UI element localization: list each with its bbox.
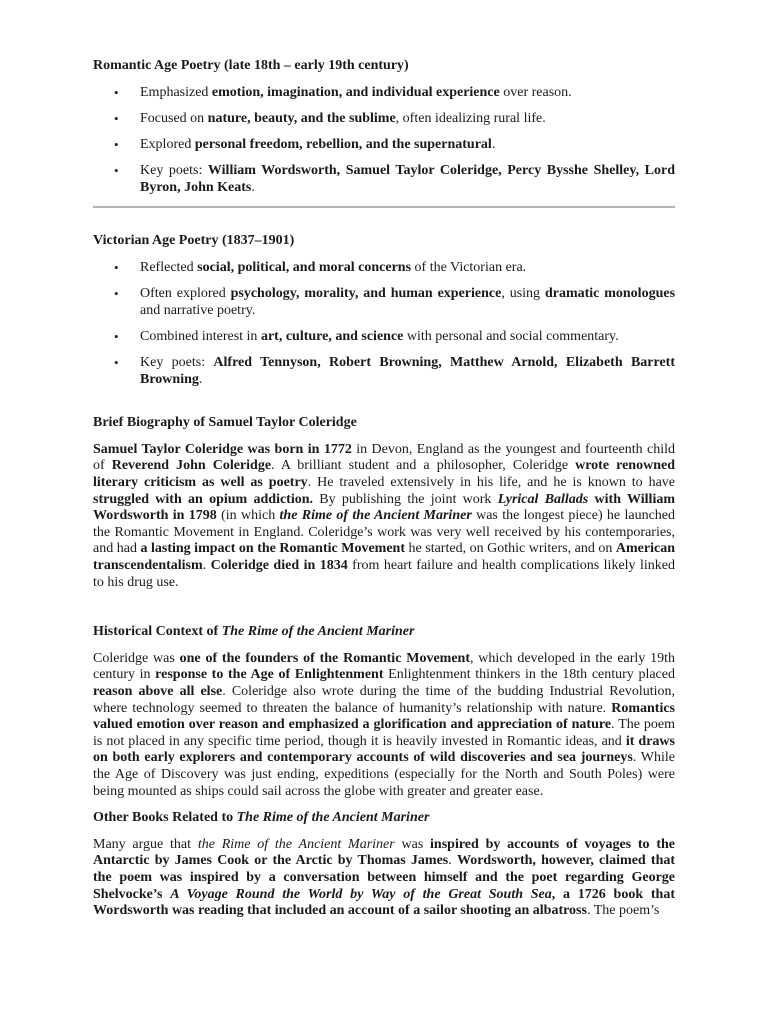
text-run: Samuel Taylor Coleridge was born in 1772 bbox=[93, 441, 352, 457]
text-run: wrote renowned literary criticism as well as poetry bbox=[93, 458, 675, 491]
text-run: (in which bbox=[216, 508, 280, 524]
text-run: psychology, morality, and human experience bbox=[230, 286, 502, 302]
bullet-text bbox=[140, 163, 675, 195]
text-run: with personal and social commentary. bbox=[403, 328, 619, 344]
text-run: Combined interest in bbox=[140, 328, 261, 344]
historical-context-heading bbox=[93, 624, 675, 641]
text-run: , using bbox=[501, 286, 545, 302]
bullet-text bbox=[140, 355, 675, 387]
text-run: . While the Age of Discovery was just ending, expeditions (especially for the North and South Poles) were being mounted as ships could sail across the globe with greater and greater ease. bbox=[93, 750, 675, 799]
text-run: Lyrical Ballads bbox=[497, 491, 589, 507]
bullet-text bbox=[140, 260, 526, 275]
text-run: inspired by accounts of voyages to the Antarctic by James Cook or the Arctic by Thomas James bbox=[93, 836, 675, 869]
victorian-heading: Victorian Age Poetry (1837–1901) bbox=[93, 233, 295, 249]
bullet-text bbox=[140, 111, 546, 126]
bullet-icon: • bbox=[114, 110, 119, 126]
related-books-heading bbox=[93, 810, 675, 827]
text-run: William Wordsworth, Samuel Taylor Coleridge, Percy Bysshe Shelley, Lord Byron, John Keats bbox=[140, 163, 675, 195]
text-run: art, culture, and science bbox=[260, 328, 404, 344]
text-run: A Voyage Round the World by Way of the Great South Sea bbox=[170, 886, 552, 902]
document-page bbox=[93, 58, 675, 930]
text-run: Key poets: bbox=[140, 163, 208, 179]
text-run: Reflected bbox=[140, 259, 198, 275]
bullet-text bbox=[140, 85, 572, 100]
related-books-paragraph bbox=[93, 837, 675, 920]
text-run: nature, beauty, and the sublime bbox=[207, 110, 396, 126]
text-run: . A brilliant student and a philosopher, Coleridge bbox=[271, 458, 576, 474]
text-run: response to the Age of Enlightenment bbox=[155, 667, 384, 683]
bullet-icon: • bbox=[114, 259, 119, 275]
text-run: Many argue that bbox=[93, 836, 198, 852]
text-run: Other Books Related to bbox=[93, 810, 237, 826]
text-run: The Rime of the Ancient Mariner bbox=[221, 624, 415, 640]
text-run: Reverend John Coleridge bbox=[111, 458, 272, 474]
text-run: . bbox=[448, 853, 457, 869]
text-run: Coleridge died in 1834 bbox=[210, 558, 348, 574]
text-run: . bbox=[202, 558, 211, 574]
text-run: with William Wordsworth in 1798 bbox=[93, 491, 675, 524]
list-item bbox=[93, 355, 675, 388]
bullet-icon: • bbox=[114, 136, 119, 152]
romantic-list bbox=[93, 85, 675, 197]
text-run: , which developed in the early 19th century in bbox=[93, 650, 676, 683]
text-run: . bbox=[491, 136, 496, 152]
text-run: emotion, imagination, and individual experience bbox=[211, 84, 500, 100]
victorian-list bbox=[93, 260, 675, 388]
text-run: from heart failure and health complications likely linked to his drug use. bbox=[93, 558, 676, 590]
bullet-icon: • bbox=[114, 163, 119, 179]
text-run: one of the founders of the Romantic Movement bbox=[179, 650, 470, 666]
text-run: . He traveled extensively in his life, and he is known to have bbox=[307, 475, 675, 491]
text-run: By publishing the joint work bbox=[313, 491, 498, 507]
bullet-icon: • bbox=[114, 355, 119, 371]
text-run: The Rime of the Ancient Mariner bbox=[236, 810, 430, 826]
list-item bbox=[93, 85, 675, 102]
list-item bbox=[93, 163, 675, 196]
text-run: dramatic monologues bbox=[544, 286, 676, 302]
text-run: , often idealizing rural life. bbox=[395, 110, 546, 126]
text-run: Historical Context of bbox=[93, 624, 222, 640]
text-run: Explored bbox=[140, 136, 195, 152]
text-run: it draws on both early explorers and contemporary accounts of wild discoveries and sea journeys bbox=[93, 733, 675, 766]
text-run: over reason. bbox=[499, 84, 572, 100]
text-run: Often explored bbox=[140, 286, 231, 302]
text-run: he started, on Gothic writers, and on bbox=[405, 541, 616, 557]
text-run: reason above all else bbox=[93, 684, 223, 699]
list-item bbox=[93, 260, 675, 277]
list-item bbox=[93, 329, 675, 346]
text-run: Romantics valued emotion over reason and emphasized a glorification and appreciation of nature bbox=[93, 700, 675, 733]
text-run: Coleridge was bbox=[93, 650, 180, 666]
text-run: personal freedom, rebellion, and the supernatural bbox=[194, 136, 492, 152]
bullet-text bbox=[140, 329, 619, 344]
text-run: a lasting impact on the Romantic Movement bbox=[140, 541, 405, 557]
text-run: . bbox=[198, 371, 203, 387]
historical-context-paragraph bbox=[93, 651, 675, 800]
text-run: in Devon, England as the youngest and fourteenth child of bbox=[93, 441, 675, 474]
list-item bbox=[93, 111, 675, 128]
text-run: was bbox=[394, 836, 431, 852]
bullet-text bbox=[140, 137, 495, 152]
text-run: Enlightenment thinkers in the 18th century placed bbox=[383, 667, 675, 683]
text-run: social, political, and moral concerns bbox=[197, 259, 412, 275]
text-run: Focused on bbox=[140, 110, 208, 126]
text-run: , a 1726 book that Wordsworth was reading that included an account of a sailor shooting an albatross bbox=[93, 886, 675, 919]
section-divider bbox=[93, 206, 675, 208]
text-run: . The poem’s bbox=[586, 903, 660, 919]
bullet-icon: • bbox=[114, 286, 119, 302]
text-run: the Rime of the Ancient Mariner bbox=[197, 836, 395, 852]
text-run: and narrative poetry. bbox=[140, 302, 256, 318]
romantic-heading: Romantic Age Poetry (late 18th – early 19th century) bbox=[93, 58, 409, 73]
bullet-icon: • bbox=[114, 84, 119, 100]
bullet-text bbox=[140, 286, 675, 318]
text-run: Key poets: bbox=[140, 355, 214, 371]
list-item bbox=[93, 137, 675, 154]
bullet-icon: • bbox=[114, 328, 119, 344]
text-run: Emphasized bbox=[140, 84, 212, 100]
text-run: American transcendentalism bbox=[93, 541, 675, 574]
biography-paragraph bbox=[93, 442, 675, 591]
text-run: Wordsworth, however, claimed that the poem was inspired by a conversation between himself and the poet regarding George Shelvocke’s bbox=[93, 853, 676, 902]
biography-heading: Brief Biography of Samuel Taylor Coleridge bbox=[93, 415, 357, 431]
text-run: was the longest piece) he launched the Romantic Movement in England. Coleridge’s work was very well received by his contemporaries, and had bbox=[93, 508, 675, 557]
list-item bbox=[93, 286, 675, 319]
text-run: the Rime of the Ancient Mariner bbox=[279, 508, 472, 524]
text-run: . Coleridge also wrote during the time of the budding Industrial Revolution, where technology seemed to threaten the balance of humanity’s relationship with nature. bbox=[93, 684, 675, 716]
text-run: . bbox=[251, 179, 255, 195]
text-run: . The poem is not placed in any specific time period, though it is heavily invested in Romantic ideas, and bbox=[93, 717, 675, 749]
text-run: struggled with an opium addiction. bbox=[93, 491, 314, 507]
text-run: of the Victorian era. bbox=[411, 259, 527, 275]
text-run: Alfred Tennyson, Robert Browning, Matthew Arnold, Elizabeth Barrett Browning bbox=[140, 355, 675, 387]
